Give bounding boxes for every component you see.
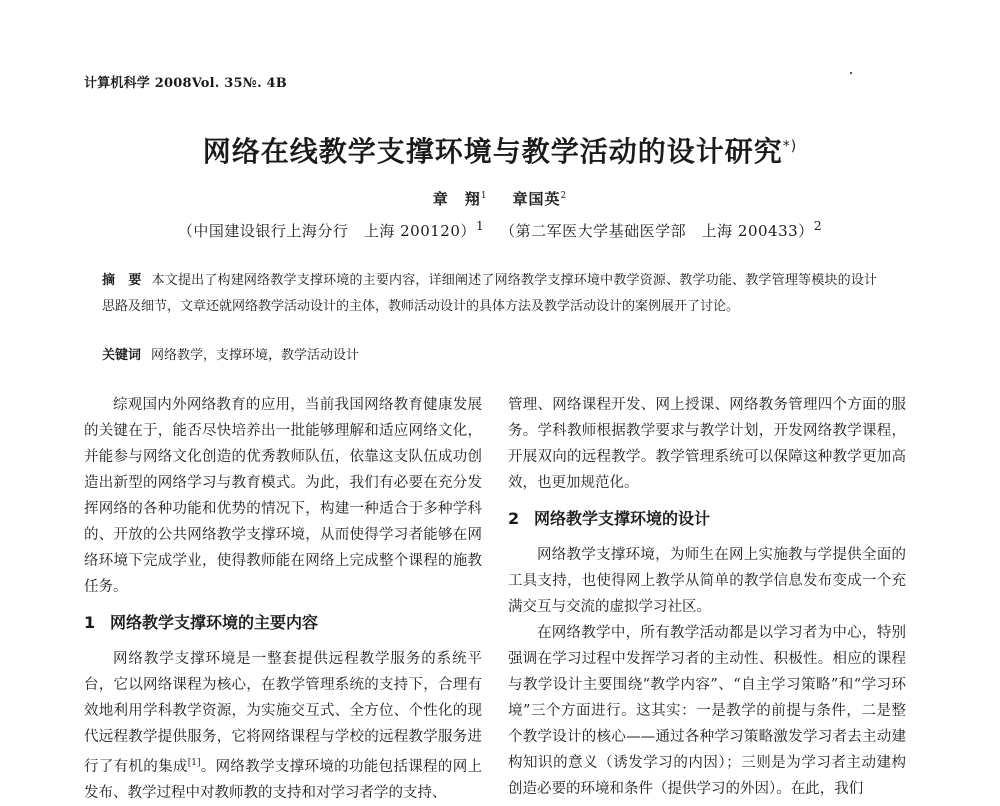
abstract xyxy=(102,268,877,320)
keywords xyxy=(102,344,877,368)
scan-speck xyxy=(850,72,852,74)
abstract-label: 摘 要 xyxy=(102,273,142,288)
left-column xyxy=(84,392,482,806)
affiliation: （第二军医大学基础医学部 上海 200433） xyxy=(500,222,814,240)
section-number: 2 xyxy=(508,509,520,528)
author-affil-mark: 1 xyxy=(480,191,488,201)
paragraph-text-cont: 。网络教学支撑环境的功能包括课程的网上发布、教学过程中对教师教的支持和对学习者学的支持、 xyxy=(84,758,483,801)
section-number: 1 xyxy=(84,613,96,632)
citation-ref: [1] xyxy=(187,758,201,768)
affiliation: （中国建设银行上海分行 上海 200120） xyxy=(177,222,476,240)
body-paragraph xyxy=(84,646,482,806)
keywords-text: 网络教学，支撑环境，教学活动设计 xyxy=(151,348,360,363)
paper-title xyxy=(0,130,1000,170)
intro-paragraph: 综观国内外网络教育的应用，当前我国网络教育健康发展的关键在于，能否尽快培养出一批能够理解和适应网络文化，并能参与网络文化创造的优秀教师队伍，依靠这支队伍成功创造出新型的网络学习与教育模式。为此，我们有必要在充分发挥网络的各种功能和优势的情况下，构建一种适合于多种学科的、开放的公共网络教学支撑环境，从而使得学习者能够在网络环境下完成学业，使得教师能在网络上完成整个课程的施教任务。 xyxy=(84,397,482,595)
body-paragraph: 在网络教学中，所有教学活动都是以学习者为中心，特别强调在学习过程中发挥学习者的主动性、积极性。相应的课程与教学设计主要围绕“教学内容”、“自主学习策略”和“学习环境”三个方面进行。这其实：一是教学的前提与条件，二是整个教学设计的核心——通过各种学习策略激发学习者去主动建构知识的意义（诱发学习的内因）；三则是为学习者主动建构创造必要的环境和条件（提供学习的外因）。在此，我们 xyxy=(508,625,906,797)
author-name: 章国英 xyxy=(512,190,561,208)
keywords-label: 关键词 xyxy=(102,348,142,363)
body-paragraph: 网络教学支撑环境，为师生在网上实施教与学提供全面的工具支持，也使得网上教学从简单的教学信息发布变成一个充满交互与交流的虚拟学习社区。 xyxy=(508,547,906,615)
authors-line xyxy=(0,188,1000,209)
continued-paragraph: 管理、网络课程开发、网上授课、网络教务管理四个方面的服务。学科教师根据教学要求与教学计划，开发网络教学课程，开展双向的远程教学。教学管理系统可以保障这种教学更加高效，也更加规范化。 xyxy=(508,397,906,491)
paragraph-text: 网络教学支撑环境是一整套提供远程教学服务的系统平台，它以网络课程为核心，在教学管理系统的支持下，合理有效地利用学科教学资源，为实施交互式、全方位、个性化的现代远程教学提供服务，它将网络课程与学校的远程教学服务进行了有机的集成 xyxy=(84,651,482,775)
section-title: 网络教学支撑环境的主要内容 xyxy=(110,613,319,632)
journal-header: 计算机科学 2008Vol. 35№. 4B xyxy=(84,76,287,91)
author-name: 章 翔 xyxy=(432,190,481,208)
title-text: 网络在线教学支撑环境与教学活动的设计研究 xyxy=(202,135,783,168)
title-footnote-mark: *) xyxy=(782,138,798,155)
section-heading xyxy=(508,506,906,532)
affiliation-mark: 1 xyxy=(475,218,485,233)
author-affil-mark: 2 xyxy=(560,191,568,201)
section-heading xyxy=(84,610,482,636)
affiliation-mark: 2 xyxy=(813,218,823,233)
affiliations-line xyxy=(0,218,1000,241)
section-title: 网络教学支撑环境的设计 xyxy=(534,509,711,528)
right-column xyxy=(508,392,906,802)
abstract-text: 本文提出了构建网络教学支撑环境的主要内容，详细阐述了网络教学支撑环境中教学资源、教学功能、教学管理等模块的设计思路及细节，文章还就网络教学活动设计的主体，教师活动设计的具体方法及教学活动设计的案例展开了讨论。 xyxy=(102,273,877,314)
